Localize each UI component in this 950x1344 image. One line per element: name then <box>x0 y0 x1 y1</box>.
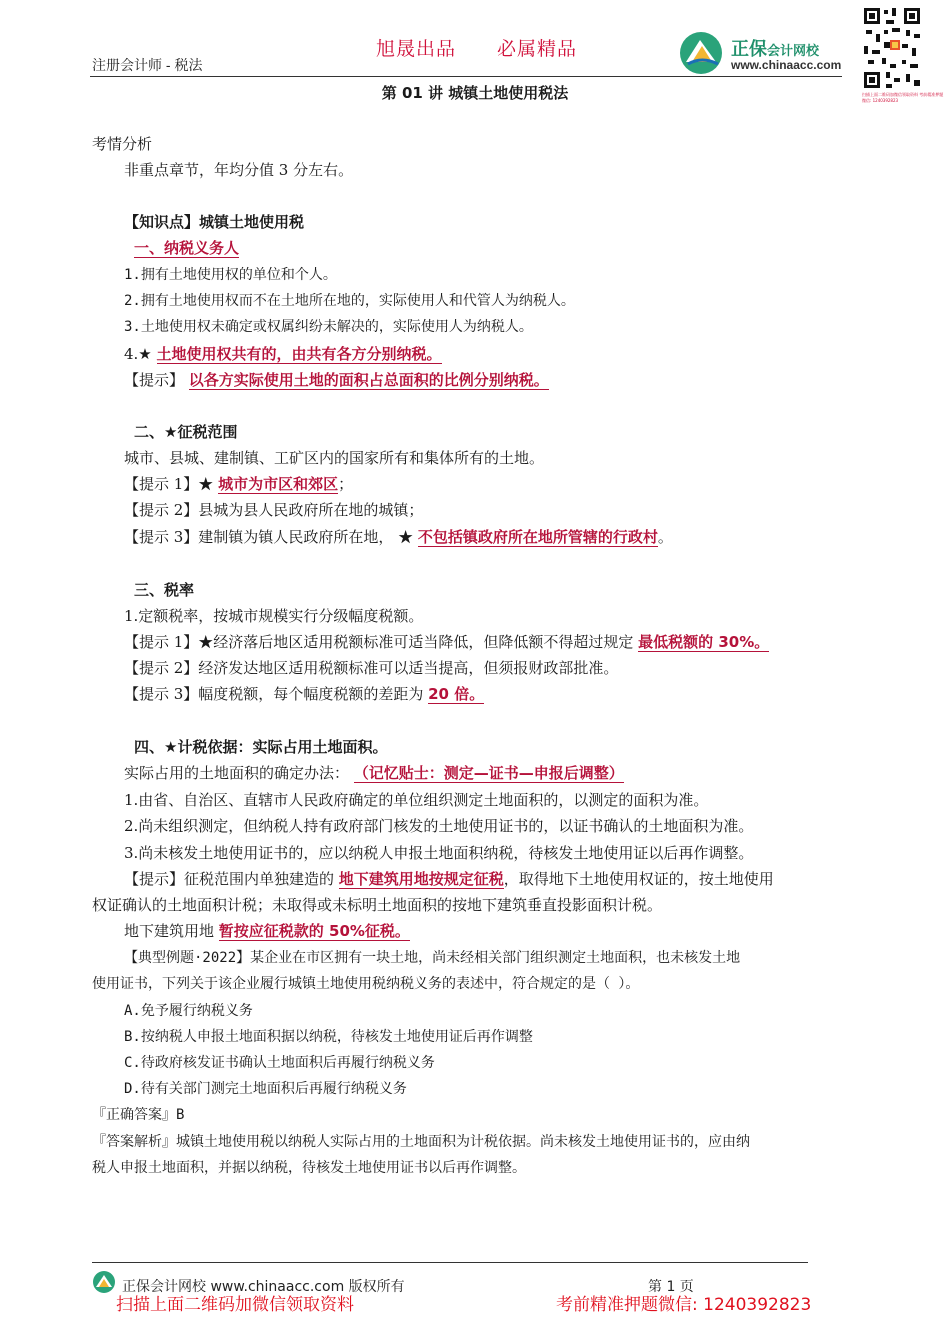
tax-rate-tip-1: 【提示 1】★经济落后地区适用税额标准可适当降低，但降低额不得超过规定 最低税额的 30%。 <box>124 633 770 651</box>
tax-basis-tip-line-2: 权证确认的土地面积计税；未取得或未标明土地面积的按地下建筑垂直投影面积计税。 <box>92 896 663 914</box>
section-tax-rate-heading: 三、税率 <box>134 581 195 599</box>
taxpayer-item-4: 4.★ 土地使用权共有的，由共有各方分别纳税。 <box>124 345 442 363</box>
brand-logo-icon <box>678 30 728 76</box>
footer-promo-qr: 扫描上面二维码加微信领取资料 <box>116 1295 354 1315</box>
tax-rate-tip-2: 【提示 2】经济发达地区适用税额标准可以适当提高，但须报财政部批准。 <box>124 659 619 677</box>
tax-rate-item-1: 1.定额税率，按城市规模实行分级幅度税额。 <box>124 607 424 625</box>
section-tax-basis-heading: 四、★计税依据：实际占用土地面积。 <box>134 738 388 756</box>
taxpayer-item-1: 1.拥有土地使用权的单位和个人。 <box>124 267 337 283</box>
footer-page-number: 第 1 页 <box>648 1279 694 1295</box>
example-question-line-1: 【典型例题·2022】某企业在市区拥有一块土地，尚未经相关部门组织测定土地面积，也未核发土地 <box>124 950 741 966</box>
header-divider <box>90 76 842 77</box>
brand-url: www.chinaacc.com <box>731 58 842 72</box>
answer-analysis-line-2: 税人申报土地面积，并据以纳税，待核发土地使用证书以后再作调整。 <box>92 1160 526 1176</box>
tax-basis-method: 实际占用的土地面积的确定办法： （记忆贴士：测定—证书—申报后调整） <box>124 764 624 782</box>
footer-promo-wechat: 考前精准押题微信: 1240392823 <box>556 1295 812 1315</box>
footer-divider <box>92 1262 808 1263</box>
header-slogan-2: 必属精品 <box>497 39 578 60</box>
scope-tip-1: 【提示 1】★ 城市为市区和郊区； <box>124 475 354 493</box>
header-course-label: 注册会计师 - 税法 <box>92 57 203 73</box>
tax-basis-item-1: 1.由省、自治区、直辖市人民政府确定的单位组织测定土地面积的，以测定的面积为准。 <box>124 791 709 809</box>
scope-text: 城市、县城、建制镇、工矿区内的国家所有和集体所有的土地。 <box>124 449 545 467</box>
taxpayer-tip: 【提示】 以各方实际使用土地的面积占总面积的比例分别纳税。 <box>124 371 549 389</box>
header-slogan-1: 旭晟出品 <box>376 39 457 60</box>
tax-basis-item-2: 2.尚未组织测定，但纳税人持有政府部门核发的土地使用证书的，以证书确认的土地面积为准。 <box>124 817 754 835</box>
page-title: 第 01 讲 城镇土地使用税法 <box>381 84 569 102</box>
qr-caption: 扫描上面二维码加微信领取资料 考前精准押题微信: 1240392823 <box>862 92 944 103</box>
answer-analysis-line-1: 『答案解析』城镇土地使用税以纳税人实际占用的土地面积为计税依据。尚未核发土地使用证书的，应由纳 <box>92 1134 750 1150</box>
section-scope-heading: 二、★征税范围 <box>134 423 238 441</box>
section-exam-analysis-heading: 考情分析 <box>92 135 153 153</box>
example-question-line-2: 使用证书，下列关于该企业履行城镇土地使用税纳税义务的表述中，符合规定的是（ ）。 <box>92 976 640 992</box>
taxpayer-item-2: 2.拥有土地使用权而不在土地所在地的，实际使用人和代管人为纳税人。 <box>124 293 575 309</box>
scope-tip-3: 【提示 3】建制镇为镇人民政府所在地， ★ 不包括镇政府所在地所管辖的行政村。 <box>124 528 673 546</box>
exam-analysis-text: 非重点章节，年均分值 3 分左右。 <box>124 161 354 179</box>
underground-rule: 地下建筑用地 暂按应征税款的 50%征税。 <box>124 922 410 940</box>
option-c: C.待政府核发证书确认土地面积后再履行纳税义务 <box>124 1055 435 1071</box>
section-taxpayer-heading: 一、纳税义务人 <box>134 239 240 257</box>
option-b: B.按纳税人申报土地面积据以纳税，待核发土地使用证后再作调整 <box>124 1029 533 1045</box>
knowledge-point-heading: 【知识点】城镇土地使用税 <box>124 213 305 231</box>
scope-tip-2: 【提示 2】县城为县人民政府所在地的城镇； <box>124 501 424 519</box>
correct-answer: 『正确答案』B <box>92 1107 185 1123</box>
tax-rate-tip-3: 【提示 3】幅度税额，每个幅度税额的差距为 20 倍。 <box>124 685 485 703</box>
taxpayer-item-3: 3.土地使用权未确定或权属纠纷未解决的，实际使用人为纳税人。 <box>124 319 533 335</box>
footer-copyright: 正保会计网校 www.chinaacc.com 版权所有 <box>122 1279 405 1295</box>
footer-logo-icon <box>92 1270 118 1294</box>
option-a: A.免予履行纳税义务 <box>124 1003 253 1019</box>
qr-code-icon <box>862 6 922 90</box>
brand-name: 正保会计网校 <box>731 39 820 59</box>
option-d: D.待有关部门测完土地面积后再履行纳税义务 <box>124 1081 407 1097</box>
tax-basis-tip-line-1: 【提示】征税范围内单独建造的 地下建筑用地按规定征税，取得地下土地使用权证的，按土地使用 <box>124 870 774 888</box>
tax-basis-item-3: 3.尚未核发土地使用证书的，应以纳税人申报土地面积纳税，待核发土地使用证以后再作调整。 <box>124 844 754 862</box>
